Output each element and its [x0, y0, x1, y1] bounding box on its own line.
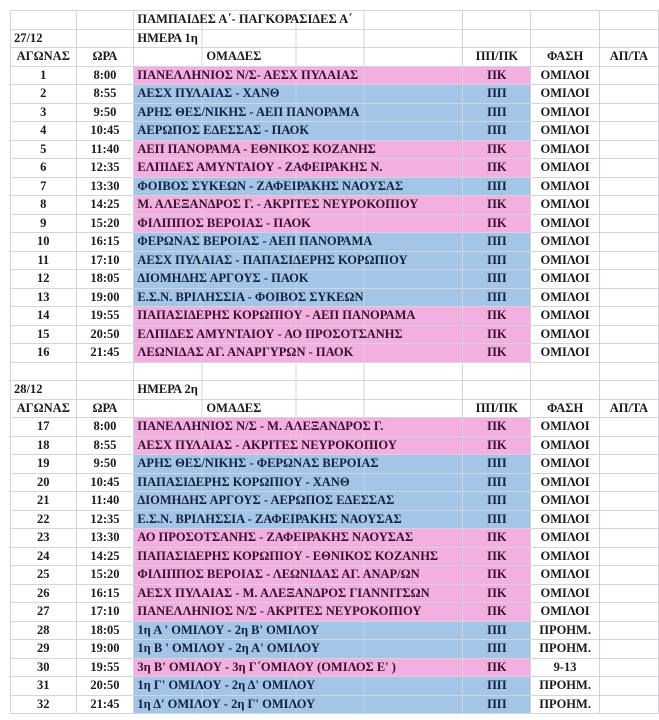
title-row: [11, 11, 659, 30]
match-row: [11, 288, 659, 307]
match-result-cell[interactable]: [599, 251, 658, 270]
match-phase[interactable]: ΟΜΙΛΟΙ: [531, 66, 599, 85]
match-teams[interactable]: 1η Γ' ΟΜΙΛΟΥ - 2η Δ' ΟΜΙΛΟΥ: [134, 677, 463, 696]
empty-cell[interactable]: [599, 381, 658, 400]
day-row: [11, 29, 659, 48]
match-row: [11, 677, 659, 696]
match-number[interactable]: 21: [11, 492, 77, 511]
match-teams[interactable]: ΠΑΝΕΛΛΗΝΙΟΣ Ν/Σ - ΑΚΡΙΤΕΣ ΝΕΥΡΟΚΟΠΙΟΥ: [134, 603, 463, 622]
match-phase[interactable]: ΟΜΙΛΟΙ: [531, 307, 599, 326]
match-teams[interactable]: ΦΙΛΙΠΠΟΣ ΒΕΡΟΙΑΣ - ΛΕΩΝΙΔΑΣ ΑΓ. ΑΝΑΡ/ΩΝ: [134, 566, 463, 585]
match-phase[interactable]: ΟΜΙΛΟΙ: [531, 510, 599, 529]
day-label[interactable]: ΗΜΕΡΑ 2η: [134, 381, 463, 400]
match-time[interactable]: 18:05: [76, 621, 134, 640]
match-court[interactable]: ΠΠ: [463, 510, 531, 529]
match-phase[interactable]: ΟΜΙΛΟΙ: [531, 251, 599, 270]
match-time[interactable]: 8:00: [76, 418, 134, 437]
match-number[interactable]: 10: [11, 233, 77, 252]
match-court[interactable]: ΠΠ: [463, 640, 531, 659]
match-teams[interactable]: ΑΡΗΣ ΘΕΣ/ΝΙΚΗΣ - ΦΕΡΩΝΑΣ ΒΕΡΟΙΑΣ: [134, 455, 463, 474]
match-teams[interactable]: ΔΙΟΜΗΔΗΣ ΑΡΓΟΥΣ - ΠΑΟΚ: [134, 270, 463, 289]
match-phase[interactable]: ΟΜΙΛΟΙ: [531, 85, 599, 104]
schedule-sheet: [10, 10, 659, 714]
match-phase[interactable]: ΟΜΙΛΟΙ: [531, 473, 599, 492]
header-time[interactable]: ΩΡΑ: [76, 399, 134, 418]
match-row: [11, 270, 659, 289]
match-teams[interactable]: 3η Β' ΟΜΙΛΟΥ - 3η Γ΄ΟΜΙΛΟΥ (ΟΜΙΛΟΣ Ε' ): [134, 658, 463, 677]
match-row: [11, 566, 659, 585]
column-header-row: [11, 399, 659, 418]
match-result-cell[interactable]: [599, 66, 658, 85]
match-row: [11, 529, 659, 548]
match-result-cell[interactable]: [599, 492, 658, 511]
header-result[interactable]: ΑΠ/ΤΑ: [599, 48, 658, 67]
match-number[interactable]: 1: [11, 66, 77, 85]
match-teams[interactable]: ΠΑΝΕΛΛΗΝΙΟΣ Ν/Σ- ΑΕΣΧ ΠΥΛΑΙΑΣ: [134, 66, 463, 85]
match-number[interactable]: 23: [11, 529, 77, 548]
empty-cell[interactable]: [76, 11, 134, 30]
empty-cell[interactable]: [463, 362, 531, 381]
match-phase[interactable]: ΟΜΙΛΟΙ: [531, 270, 599, 289]
match-result-cell[interactable]: [599, 103, 658, 122]
match-number[interactable]: 17: [11, 418, 77, 437]
match-result-cell[interactable]: [599, 547, 658, 566]
match-row: [11, 473, 659, 492]
match-number[interactable]: 32: [11, 695, 77, 714]
empty-cell[interactable]: [76, 362, 134, 381]
match-time[interactable]: 16:15: [76, 233, 134, 252]
match-number[interactable]: 31: [11, 677, 77, 696]
empty-cell[interactable]: [531, 11, 599, 30]
match-teams[interactable]: ΠΑΠΑΣΙΔΕΡΗΣ ΚΟΡΩΠΙΟΥ - ΧΑΝΘ: [134, 473, 463, 492]
match-time[interactable]: 20:50: [76, 677, 134, 696]
match-phase[interactable]: ΟΜΙΛΟΙ: [531, 344, 599, 363]
match-number[interactable]: 30: [11, 658, 77, 677]
match-number[interactable]: 25: [11, 566, 77, 585]
match-court[interactable]: ΠΚ: [463, 658, 531, 677]
match-phase[interactable]: ΟΜΙΛΟΙ: [531, 529, 599, 548]
match-row: [11, 66, 659, 85]
match-number[interactable]: 12: [11, 270, 77, 289]
match-row: [11, 492, 659, 511]
match-time[interactable]: 13:30: [76, 177, 134, 196]
header-phase[interactable]: ΦΑΣΗ: [531, 48, 599, 67]
match-court[interactable]: ΠΚ: [463, 196, 531, 215]
match-phase[interactable]: ΠΡΟΗΜ.: [531, 695, 599, 714]
match-teams[interactable]: ΕΛΠΙΔΕΣ ΑΜΥΝΤΑΙΟΥ - ΖΑΦΕΙΡΑΚΗΣ Ν.: [134, 159, 463, 178]
match-teams[interactable]: ΛΕΩΝΙΔΑΣ ΑΓ. ΑΝΑΡΓΥΡΩΝ - ΠΑΟΚ: [134, 344, 463, 363]
match-court[interactable]: ΠΚ: [463, 547, 531, 566]
match-time[interactable]: 16:15: [76, 584, 134, 603]
match-teams[interactable]: ΦΙΛΙΠΠΟΣ ΒΕΡΟΙΑΣ - ΠΑΟΚ: [134, 214, 463, 233]
match-time[interactable]: 21:45: [76, 344, 134, 363]
match-time[interactable]: 17:10: [76, 251, 134, 270]
match-result-cell[interactable]: [599, 677, 658, 696]
match-row: [11, 510, 659, 529]
match-result-cell[interactable]: [599, 695, 658, 714]
match-time[interactable]: 9:50: [76, 455, 134, 474]
empty-cell[interactable]: [76, 381, 134, 400]
empty-cell[interactable]: [76, 29, 134, 48]
match-time[interactable]: 10:45: [76, 122, 134, 141]
match-time[interactable]: 11:40: [76, 492, 134, 511]
match-number[interactable]: 5: [11, 140, 77, 159]
match-court[interactable]: ΠΠ: [463, 85, 531, 104]
header-court[interactable]: ΠΠ/ΠΚ: [463, 48, 531, 67]
match-number[interactable]: 13: [11, 288, 77, 307]
match-row: [11, 418, 659, 437]
match-time[interactable]: 19:55: [76, 307, 134, 326]
match-phase[interactable]: ΟΜΙΛΟΙ: [531, 122, 599, 141]
match-phase[interactable]: ΟΜΙΛΟΙ: [531, 603, 599, 622]
header-teams[interactable]: ΟΜΑΔΕΣ: [134, 48, 463, 67]
match-court[interactable]: ΠΚ: [463, 529, 531, 548]
match-row: [11, 122, 659, 141]
match-number[interactable]: 15: [11, 325, 77, 344]
match-result-cell[interactable]: [599, 529, 658, 548]
match-court[interactable]: ΠΚ: [463, 344, 531, 363]
match-row: [11, 547, 659, 566]
match-row: [11, 85, 659, 104]
match-phase[interactable]: ΟΜΙΛΟΙ: [531, 103, 599, 122]
match-number[interactable]: 28: [11, 621, 77, 640]
match-result-cell[interactable]: [599, 603, 658, 622]
match-row: [11, 233, 659, 252]
header-match[interactable]: ΑΓΩΝΑΣ: [11, 48, 77, 67]
match-court[interactable]: ΠΠ: [463, 233, 531, 252]
match-time[interactable]: 14:25: [76, 547, 134, 566]
match-result-cell[interactable]: [599, 566, 658, 585]
match-row: [11, 640, 659, 659]
match-court[interactable]: ΠΚ: [463, 584, 531, 603]
empty-cell[interactable]: [599, 362, 658, 381]
match-time[interactable]: 18:05: [76, 270, 134, 289]
match-court[interactable]: ΠΠ: [463, 621, 531, 640]
match-court[interactable]: ΠΚ: [463, 325, 531, 344]
match-time[interactable]: 8:55: [76, 85, 134, 104]
match-teams[interactable]: ΔΙΟΜΗΔΗΣ ΑΡΓΟΥΣ - ΑΕΡΩΠΟΣ ΕΔΕΣΣΑΣ: [134, 492, 463, 511]
header-teams[interactable]: ΟΜΑΔΕΣ: [134, 399, 463, 418]
match-result-cell[interactable]: [599, 455, 658, 474]
match-number[interactable]: 22: [11, 510, 77, 529]
match-result-cell[interactable]: [599, 196, 658, 215]
match-number[interactable]: 29: [11, 640, 77, 659]
match-court[interactable]: ΠΠ: [463, 455, 531, 474]
match-phase[interactable]: ΟΜΙΛΟΙ: [531, 455, 599, 474]
match-teams[interactable]: ΠΑΝΕΛΛΗΝΙΟΣ Ν/Σ - Μ. ΑΛΕΞΑΝΔΡΟΣ Γ.: [134, 418, 463, 437]
match-result-cell[interactable]: [599, 233, 658, 252]
match-row: [11, 307, 659, 326]
match-teams[interactable]: Μ. ΑΛΕΞΑΝΔΡΟΣ Γ. - ΑΚΡΙΤΕΣ ΝΕΥΡΟΚΟΠΙΟΥ: [134, 196, 463, 215]
match-phase[interactable]: ΟΜΙΛΟΙ: [531, 233, 599, 252]
day-label[interactable]: ΗΜΕΡΑ 1η: [134, 29, 463, 48]
match-phase[interactable]: ΟΜΙΛΟΙ: [531, 214, 599, 233]
match-time[interactable]: 19:00: [76, 288, 134, 307]
match-phase[interactable]: ΟΜΙΛΟΙ: [531, 159, 599, 178]
match-number[interactable]: 4: [11, 122, 77, 141]
match-phase[interactable]: ΠΡΟΗΜ.: [531, 621, 599, 640]
match-phase[interactable]: ΟΜΙΛΟΙ: [531, 566, 599, 585]
match-time[interactable]: 17:10: [76, 603, 134, 622]
match-time[interactable]: 10:45: [76, 473, 134, 492]
match-number[interactable]: 20: [11, 473, 77, 492]
match-time[interactable]: 9:50: [76, 103, 134, 122]
match-number[interactable]: 7: [11, 177, 77, 196]
match-row: [11, 658, 659, 677]
match-row: [11, 455, 659, 474]
header-result[interactable]: ΑΠ/ΤΑ: [599, 399, 658, 418]
empty-cell[interactable]: [463, 11, 531, 30]
match-time[interactable]: 19:00: [76, 640, 134, 659]
match-phase[interactable]: ΟΜΙΛΟΙ: [531, 140, 599, 159]
header-time[interactable]: ΩΡΑ: [76, 48, 134, 67]
match-result-cell[interactable]: [599, 122, 658, 141]
match-result-cell[interactable]: [599, 640, 658, 659]
match-number[interactable]: 8: [11, 196, 77, 215]
match-result-cell[interactable]: [599, 436, 658, 455]
match-row: [11, 140, 659, 159]
match-result-cell[interactable]: [599, 621, 658, 640]
match-result-cell[interactable]: [599, 344, 658, 363]
match-number[interactable]: 24: [11, 547, 77, 566]
match-number[interactable]: 14: [11, 307, 77, 326]
match-time[interactable]: 8:55: [76, 436, 134, 455]
day-date[interactable]: 27/12: [11, 29, 77, 48]
column-header-row: [11, 48, 659, 67]
match-court[interactable]: ΠΚ: [463, 566, 531, 585]
match-court[interactable]: ΠΚ: [463, 140, 531, 159]
match-time[interactable]: 21:45: [76, 695, 134, 714]
match-row: [11, 436, 659, 455]
match-time[interactable]: 15:20: [76, 214, 134, 233]
match-phase[interactable]: ΟΜΙΛΟΙ: [531, 177, 599, 196]
match-result-cell[interactable]: [599, 85, 658, 104]
match-court[interactable]: ΠΠ: [463, 122, 531, 141]
empty-cell[interactable]: [134, 362, 463, 381]
match-result-cell[interactable]: [599, 584, 658, 603]
match-time[interactable]: 8:00: [76, 66, 134, 85]
match-result-cell[interactable]: [599, 325, 658, 344]
match-phase[interactable]: 9-13: [531, 658, 599, 677]
empty-cell[interactable]: [599, 29, 658, 48]
match-time[interactable]: 20:50: [76, 325, 134, 344]
match-row: [11, 251, 659, 270]
blank-row: [11, 362, 659, 381]
empty-cell[interactable]: [11, 362, 77, 381]
match-row: [11, 695, 659, 714]
match-court[interactable]: ΠΠ: [463, 103, 531, 122]
match-phase[interactable]: ΠΡΟΗΜ.: [531, 677, 599, 696]
match-teams[interactable]: ΑΕΠ ΠΑΝΟΡΑΜΑ - ΕΘΝΙΚΟΣ ΚΟΖΑΝΗΣ: [134, 140, 463, 159]
match-number[interactable]: 16: [11, 344, 77, 363]
match-time[interactable]: 19:55: [76, 658, 134, 677]
match-teams[interactable]: ΑΕΡΩΠΟΣ ΕΔΕΣΣΑΣ - ΠΑΟΚ: [134, 122, 463, 141]
match-phase[interactable]: ΟΜΙΛΟΙ: [531, 547, 599, 566]
match-phase[interactable]: ΟΜΙΛΟΙ: [531, 418, 599, 437]
match-teams[interactable]: ΦΕΡΩΝΑΣ ΒΕΡΟΙΑΣ - ΑΕΠ ΠΑΝΟΡΑΜΑ: [134, 233, 463, 252]
match-teams[interactable]: ΠΑΠΑΣΙΔΕΡΗΣ ΚΟΡΩΠΙΟΥ - ΑΕΠ ΠΑΝΟΡΑΜΑ: [134, 307, 463, 326]
match-court[interactable]: ΠΚ: [463, 214, 531, 233]
match-court[interactable]: ΠΠ: [463, 473, 531, 492]
match-row: [11, 159, 659, 178]
match-number[interactable]: 18: [11, 436, 77, 455]
match-result-cell[interactable]: [599, 510, 658, 529]
header-match[interactable]: ΑΓΩΝΑΣ: [11, 399, 77, 418]
schedule-body: [11, 11, 659, 714]
match-result-cell[interactable]: [599, 658, 658, 677]
match-phase[interactable]: ΟΜΙΛΟΙ: [531, 196, 599, 215]
empty-cell[interactable]: [463, 29, 531, 48]
header-court[interactable]: ΠΠ/ΠΚ: [463, 399, 531, 418]
match-court[interactable]: ΠΠ: [463, 177, 531, 196]
empty-cell[interactable]: [531, 362, 599, 381]
match-row: [11, 325, 659, 344]
match-teams[interactable]: ΑΡΗΣ ΘΕΣ/ΝΙΚΗΣ - ΑΕΠ ΠΑΝΟΡΑΜΑ: [134, 103, 463, 122]
match-row: [11, 196, 659, 215]
match-time[interactable]: 15:20: [76, 566, 134, 585]
match-court[interactable]: ΠΚ: [463, 66, 531, 85]
empty-cell[interactable]: [531, 29, 599, 48]
match-court[interactable]: ΠΠ: [463, 492, 531, 511]
match-teams[interactable]: Ε.Σ.Ν. ΒΡΙΛΗΣΣΙΑ - ΦΟΙΒΟΣ ΣΥΚΕΩΝ: [134, 288, 463, 307]
match-result-cell[interactable]: [599, 140, 658, 159]
match-teams[interactable]: ΑΟ ΠΡΟΣΟΤΣΑΝΗΣ - ΖΑΦΕΙΡΑΚΗΣ ΝΑΟΥΣΑΣ: [134, 529, 463, 548]
empty-cell[interactable]: [463, 381, 531, 400]
empty-cell[interactable]: [599, 11, 658, 30]
match-row: [11, 621, 659, 640]
match-result-cell[interactable]: [599, 159, 658, 178]
match-time[interactable]: 14:25: [76, 196, 134, 215]
sheet-title[interactable]: ΠΑΜΠΑΙΔΕΣ Α΄- ΠΑΓΚΟΡΑΣΙΔΕΣ Α΄: [134, 11, 463, 30]
match-court[interactable]: ΠΚ: [463, 418, 531, 437]
match-teams[interactable]: 1η Δ' ΟΜΙΛΟΥ - 2η Γ' ΟΜΙΛΟΥ: [134, 695, 463, 714]
match-result-cell[interactable]: [599, 177, 658, 196]
match-phase[interactable]: ΟΜΙΛΟΙ: [531, 325, 599, 344]
match-time[interactable]: 13:30: [76, 529, 134, 548]
match-court[interactable]: ΠΚ: [463, 436, 531, 455]
match-row: [11, 603, 659, 622]
match-teams[interactable]: ΑΕΣΧ ΠΥΛΑΙΑΣ - Μ. ΑΛΕΞΑΝΔΡΟΣ ΓΙΑΝΝΙΤΣΩΝ: [134, 584, 463, 603]
match-teams[interactable]: 1η Α ' ΟΜΙΛΟΥ - 2η Β' ΟΜΙΛΟΥ: [134, 621, 463, 640]
match-number[interactable]: 26: [11, 584, 77, 603]
match-teams[interactable]: ΦΟΙΒΟΣ ΣΥΚΕΩΝ - ΖΑΦΕΙΡΑΚΗΣ ΝΑΟΥΣΑΣ: [134, 177, 463, 196]
match-phase[interactable]: ΟΜΙΛΟΙ: [531, 288, 599, 307]
match-result-cell[interactable]: [599, 288, 658, 307]
match-row: [11, 177, 659, 196]
match-number[interactable]: 2: [11, 85, 77, 104]
match-court[interactable]: ΠΠ: [463, 251, 531, 270]
match-number[interactable]: 9: [11, 214, 77, 233]
match-phase[interactable]: ΟΜΙΛΟΙ: [531, 584, 599, 603]
match-court[interactable]: ΠΚ: [463, 307, 531, 326]
match-teams[interactable]: Ε.Σ.Ν. ΒΡΙΛΗΣΣΙΑ - ΖΑΦΕΙΡΑΚΗΣ ΝΑΟΥΣΑΣ: [134, 510, 463, 529]
match-court[interactable]: ΠΠ: [463, 695, 531, 714]
match-row: [11, 214, 659, 233]
match-teams[interactable]: ΠΑΠΑΣΙΔΕΡΗΣ ΚΟΡΩΠΙΟΥ - ΕΘΝΙΚΟΣ ΚΟΖΑΝΗΣ: [134, 547, 463, 566]
day-row: [11, 381, 659, 400]
match-result-cell[interactable]: [599, 418, 658, 437]
empty-cell[interactable]: [11, 11, 77, 30]
match-phase[interactable]: ΟΜΙΛΟΙ: [531, 436, 599, 455]
match-phase[interactable]: ΠΡΟΗΜ.: [531, 640, 599, 659]
match-court[interactable]: ΠΠ: [463, 288, 531, 307]
match-teams[interactable]: ΑΕΣΧ ΠΥΛΑΙΑΣ - ΧΑΝΘ: [134, 85, 463, 104]
match-teams[interactable]: ΕΛΠΙΔΕΣ ΑΜΥΝΤΑΙΟΥ - ΑΟ ΠΡΟΣΟΤΣΑΝΗΣ: [134, 325, 463, 344]
match-number[interactable]: 6: [11, 159, 77, 178]
match-result-cell[interactable]: [599, 214, 658, 233]
match-result-cell[interactable]: [599, 473, 658, 492]
match-court[interactable]: ΠΚ: [463, 159, 531, 178]
match-time[interactable]: 12:35: [76, 159, 134, 178]
header-phase[interactable]: ΦΑΣΗ: [531, 399, 599, 418]
match-court[interactable]: ΠΠ: [463, 270, 531, 289]
match-result-cell[interactable]: [599, 270, 658, 289]
match-number[interactable]: 19: [11, 455, 77, 474]
match-number[interactable]: 27: [11, 603, 77, 622]
empty-cell[interactable]: [531, 381, 599, 400]
match-row: [11, 344, 659, 363]
match-teams[interactable]: 1η Β ' ΟΜΙΛΟΥ - 2η Α' ΟΜΙΛΟΥ: [134, 640, 463, 659]
match-court[interactable]: ΠΚ: [463, 603, 531, 622]
match-number[interactable]: 11: [11, 251, 77, 270]
day-date[interactable]: 28/12: [11, 381, 77, 400]
match-teams[interactable]: ΑΕΣΧ ΠΥΛΑΙΑΣ - ΠΑΠΑΣΙΔΕΡΗΣ ΚΟΡΩΠΙΟΥ: [134, 251, 463, 270]
match-result-cell[interactable]: [599, 307, 658, 326]
match-time[interactable]: 11:40: [76, 140, 134, 159]
match-row: [11, 103, 659, 122]
match-time[interactable]: 12:35: [76, 510, 134, 529]
match-court[interactable]: ΠΠ: [463, 677, 531, 696]
match-teams[interactable]: ΑΕΣΧ ΠΥΛΑΙΑΣ - ΑΚΡΙΤΕΣ ΝΕΥΡΟΚΟΠΙΟΥ: [134, 436, 463, 455]
match-number[interactable]: 3: [11, 103, 77, 122]
match-phase[interactable]: ΟΜΙΛΟΙ: [531, 492, 599, 511]
match-row: [11, 584, 659, 603]
